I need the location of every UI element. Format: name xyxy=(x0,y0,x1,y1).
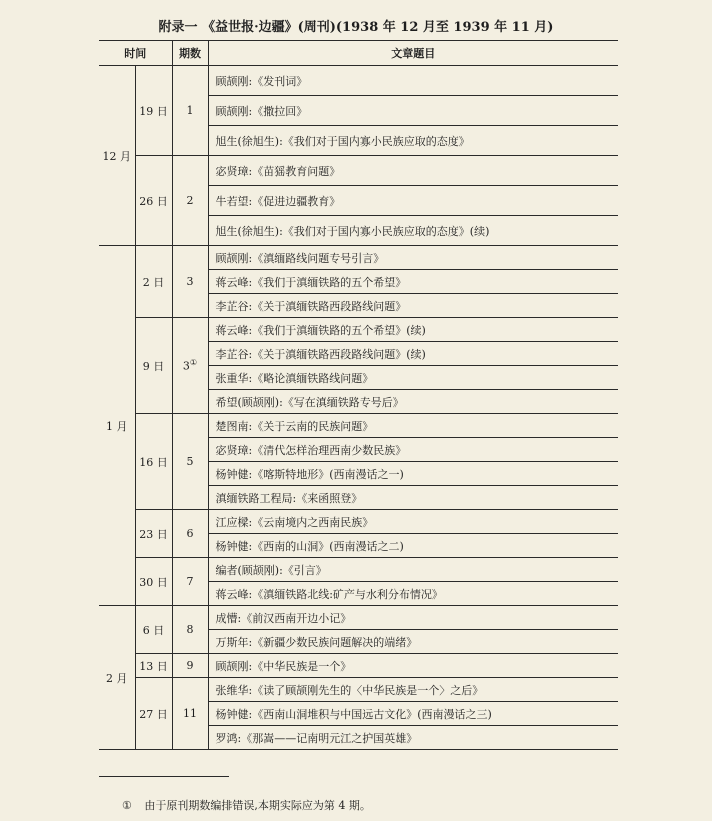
article-title: 滇缅铁路工程局:《来函照登》 xyxy=(208,486,618,510)
article-title: 牛若望:《促进边疆教育》 xyxy=(208,186,618,216)
article-title: 楚图南:《关于云南的民族问题》 xyxy=(208,414,618,438)
issue-number: 3 xyxy=(186,275,194,288)
issue-number: 7 xyxy=(186,575,194,588)
issue-number-cell xyxy=(172,156,208,246)
month-cell: 12 月 xyxy=(99,66,135,246)
issue-number-cell xyxy=(172,606,208,654)
issue-number: 3 xyxy=(182,359,190,373)
table-row xyxy=(99,654,618,678)
article-title: 顾颉刚:《中华民族是一个》 xyxy=(208,654,618,678)
article-title: 张重华:《略论滇缅铁路线问题》 xyxy=(208,366,618,390)
issue-number: 5 xyxy=(186,455,194,468)
article-title: 江应樑:《云南境内之西南民族》 xyxy=(208,510,618,534)
issue-number-cell xyxy=(172,246,208,318)
table-row xyxy=(99,156,618,186)
table-row xyxy=(99,510,618,534)
contents-body xyxy=(99,66,618,750)
table-row xyxy=(99,558,618,582)
day-cell: 19 日 xyxy=(135,66,172,156)
footnote-reference: ① xyxy=(189,358,198,368)
article-title: 万斯年:《新疆少数民族问题解决的端绪》 xyxy=(208,630,618,654)
table-row xyxy=(99,246,618,270)
issue-number: 8 xyxy=(186,623,194,636)
document-title: 附录一 《益世报·边疆》(周刊)(1938 年 12 月至 1939 年 11 月) xyxy=(158,20,554,35)
issue-number: 6 xyxy=(186,527,194,540)
article-title: 编者(顾颉刚):《引言》 xyxy=(208,558,618,582)
article-title: 顾颉刚:《滇缅路线问题专号引言》 xyxy=(208,246,618,270)
footnote-mark: ① xyxy=(122,799,132,812)
day-cell: 16 日 xyxy=(135,414,172,510)
day-cell: 13 日 xyxy=(135,654,172,678)
article-title: 李芷谷:《关于滇缅铁路西段路线问题》 xyxy=(208,294,618,318)
article-title: 杨钟健:《西南山洞堆积与中国远古文化》(西南漫话之三) xyxy=(208,702,618,726)
issue-number-cell xyxy=(172,654,208,678)
day-cell: 27 日 xyxy=(135,678,172,750)
article-title: 希望(顾颉刚):《写在滇缅铁路专号后》 xyxy=(208,390,618,414)
day-cell: 6 日 xyxy=(135,606,172,654)
issue-number-cell xyxy=(172,510,208,558)
table-header-row xyxy=(99,41,618,66)
article-title: 罗鸿:《那嵩——记南明元江之护国英雄》 xyxy=(208,726,618,750)
table-row xyxy=(99,66,618,96)
article-title: 蒋云峰:《我们于滇缅铁路的五个希望》(续) xyxy=(208,318,618,342)
issue-number: 1 xyxy=(186,104,194,117)
day-cell: 30 日 xyxy=(135,558,172,606)
contents-table xyxy=(99,40,618,750)
table-row xyxy=(99,606,618,630)
article-title: 成懵:《前汉西南开边小记》 xyxy=(208,606,618,630)
day-cell: 26 日 xyxy=(135,156,172,246)
issue-number-cell xyxy=(172,414,208,510)
article-title: 顾颉刚:《撒拉回》 xyxy=(208,96,618,126)
day-cell: 23 日 xyxy=(135,510,172,558)
article-title: 宓贤璋:《清代怎样治理西南少数民族》 xyxy=(208,438,618,462)
issue-number: 9 xyxy=(186,659,194,672)
issue-number-cell xyxy=(172,66,208,156)
article-title: 旭生(徐旭生):《我们对于国内寡小民族应取的态度》(续) xyxy=(208,216,618,246)
footnote-text: 由于原刊期数编排错误,本期实际应为第 4 期。 xyxy=(144,799,371,812)
month-cell: 2 月 xyxy=(99,606,135,750)
header-time: 时间 xyxy=(99,41,172,66)
footnote xyxy=(122,797,371,813)
article-title: 顾颉刚:《发刊词》 xyxy=(208,66,618,96)
table-row xyxy=(99,318,618,342)
day-cell: 9 日 xyxy=(135,318,172,414)
header-issue: 期数 xyxy=(172,41,208,66)
table-row xyxy=(99,678,618,702)
table-row xyxy=(99,414,618,438)
month-cell: 1 月 xyxy=(99,246,135,606)
issue-number: 2 xyxy=(186,194,194,207)
day-cell: 2 日 xyxy=(135,246,172,318)
article-title: 杨钟健:《西南的山洞》(西南漫话之二) xyxy=(208,534,618,558)
article-title: 杨钟健:《喀斯特地形》(西南漫话之一) xyxy=(208,462,618,486)
issue-number-cell xyxy=(172,678,208,750)
issue-number: 11 xyxy=(183,707,197,720)
article-title: 李芷谷:《关于滇缅铁路西段路线问题》(续) xyxy=(208,342,618,366)
article-title: 旭生(徐旭生):《我们对于国内寡小民族应取的态度》 xyxy=(208,126,618,156)
issue-number-cell xyxy=(172,318,208,414)
article-title: 蒋云峰:《我们于滇缅铁路的五个希望》 xyxy=(208,270,618,294)
footnote-divider xyxy=(99,776,229,777)
article-title: 宓贤璋:《苗猺教育问题》 xyxy=(208,156,618,186)
issue-number-cell xyxy=(172,558,208,606)
article-title: 张维华:《读了顾颉刚先生的〈中华民族是一个〉之后》 xyxy=(208,678,618,702)
header-article-title: 文章题目 xyxy=(208,41,618,66)
article-title: 蒋云峰:《滇缅铁路北线:矿产与水利分布情况》 xyxy=(208,582,618,606)
